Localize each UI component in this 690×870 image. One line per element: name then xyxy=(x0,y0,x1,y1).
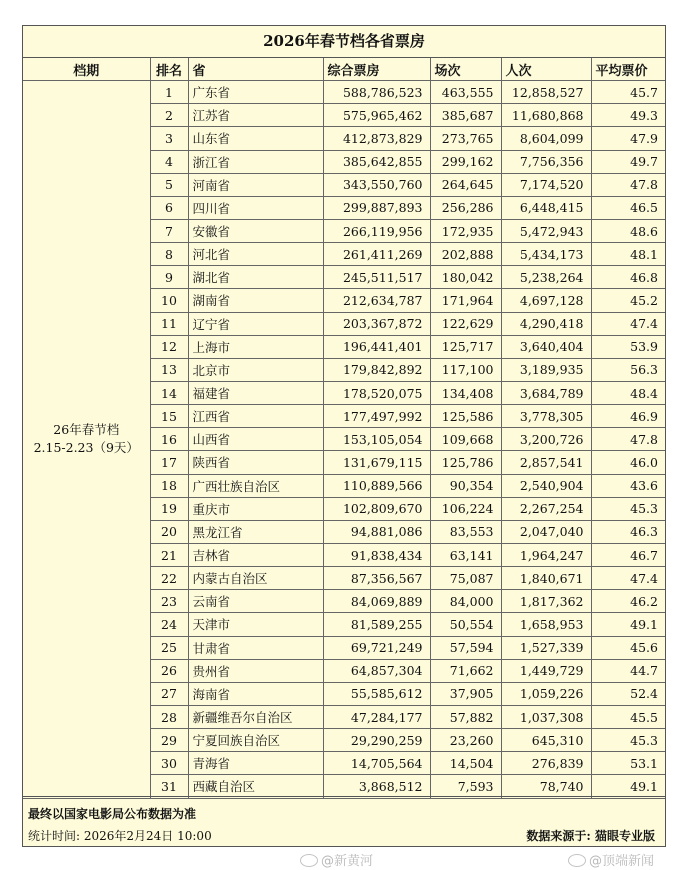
avg-price-cell: 47.8 xyxy=(591,173,665,196)
header-admissions: 人次 xyxy=(501,58,591,81)
avg-price-cell: 53.9 xyxy=(591,335,665,358)
box-office-cell: 14,705,564 xyxy=(323,752,430,775)
rank-cell: 3 xyxy=(150,127,188,150)
avg-price-cell: 52.4 xyxy=(591,682,665,705)
admissions-cell: 3,684,789 xyxy=(501,381,591,404)
watermark-dingduan xyxy=(568,850,654,869)
admissions-cell: 1,449,729 xyxy=(501,659,591,682)
period-dates: 2.15-2.23（9天） xyxy=(33,440,139,456)
rank-cell: 22 xyxy=(150,567,188,590)
rank-cell: 28 xyxy=(150,705,188,728)
avg-price-cell: 44.7 xyxy=(591,659,665,682)
province-cell: 广西壮族自治区 xyxy=(188,474,323,497)
screenings-cell: 37,905 xyxy=(430,682,501,705)
box-office-cell: 94,881,086 xyxy=(323,520,430,543)
province-cell: 宁夏回族自治区 xyxy=(188,729,323,752)
province-cell: 天津市 xyxy=(188,613,323,636)
screenings-cell: 264,645 xyxy=(430,173,501,196)
box-office-cell: 153,105,054 xyxy=(323,428,430,451)
province-cell: 安徽省 xyxy=(188,219,323,242)
admissions-cell: 3,189,935 xyxy=(501,358,591,381)
avg-price-cell: 49.3 xyxy=(591,104,665,127)
admissions-cell: 1,059,226 xyxy=(501,682,591,705)
rank-cell: 20 xyxy=(150,520,188,543)
box-office-cell: 575,965,462 xyxy=(323,104,430,127)
box-office-cell: 55,585,612 xyxy=(323,682,430,705)
province-cell: 河南省 xyxy=(188,173,323,196)
screenings-cell: 385,687 xyxy=(430,104,501,127)
box-office-cell: 177,497,992 xyxy=(323,405,430,428)
rank-cell: 4 xyxy=(150,150,188,173)
box-office-cell: 196,441,401 xyxy=(323,335,430,358)
rank-cell: 17 xyxy=(150,451,188,474)
rank-cell: 10 xyxy=(150,289,188,312)
screenings-cell: 90,354 xyxy=(430,474,501,497)
rank-cell: 24 xyxy=(150,613,188,636)
footer-note: 最终以国家电影局公布数据为准 xyxy=(28,807,197,821)
avg-price-cell: 47.4 xyxy=(591,567,665,590)
admissions-cell: 1,964,247 xyxy=(501,543,591,566)
avg-price-cell: 46.9 xyxy=(591,405,665,428)
screenings-cell: 50,554 xyxy=(430,613,501,636)
rank-cell: 11 xyxy=(150,312,188,335)
avg-price-cell: 53.1 xyxy=(591,752,665,775)
avg-price-cell: 47.9 xyxy=(591,127,665,150)
admissions-cell: 5,472,943 xyxy=(501,219,591,242)
province-cell: 江西省 xyxy=(188,405,323,428)
footer-source: 数据来源于: 猫眼专业版 xyxy=(526,829,655,843)
screenings-cell: 14,504 xyxy=(430,752,501,775)
watermark-text: @新黄河 xyxy=(321,854,374,869)
province-cell: 浙江省 xyxy=(188,150,323,173)
screenings-cell: 202,888 xyxy=(430,243,501,266)
admissions-cell: 645,310 xyxy=(501,729,591,752)
province-cell: 广东省 xyxy=(188,81,323,104)
box-office-cell: 3,868,512 xyxy=(323,775,430,798)
rank-cell: 6 xyxy=(150,196,188,219)
box-office-cell: 91,838,434 xyxy=(323,543,430,566)
screenings-cell: 463,555 xyxy=(430,81,501,104)
rank-cell: 12 xyxy=(150,335,188,358)
province-cell: 河北省 xyxy=(188,243,323,266)
avg-price-cell: 47.8 xyxy=(591,428,665,451)
admissions-cell: 8,604,099 xyxy=(501,127,591,150)
admissions-cell: 11,680,868 xyxy=(501,104,591,127)
box-office-sheet xyxy=(22,25,666,847)
province-cell: 重庆市 xyxy=(188,497,323,520)
avg-price-cell: 46.0 xyxy=(591,451,665,474)
box-office-cell: 266,119,956 xyxy=(323,219,430,242)
avg-price-cell: 56.3 xyxy=(591,358,665,381)
admissions-cell: 3,778,305 xyxy=(501,405,591,428)
admissions-cell: 6,448,415 xyxy=(501,196,591,219)
table-body xyxy=(23,81,665,798)
rank-cell: 5 xyxy=(150,173,188,196)
box-office-cell: 81,589,255 xyxy=(323,613,430,636)
rank-cell: 21 xyxy=(150,543,188,566)
rank-cell: 1 xyxy=(150,81,188,104)
admissions-cell: 1,037,308 xyxy=(501,705,591,728)
admissions-cell: 5,238,264 xyxy=(501,266,591,289)
screenings-cell: 256,286 xyxy=(430,196,501,219)
box-office-cell: 47,284,177 xyxy=(323,705,430,728)
province-cell: 吉林省 xyxy=(188,543,323,566)
watermark-xinhuanghe xyxy=(300,850,373,869)
rank-cell: 8 xyxy=(150,243,188,266)
period-cell xyxy=(23,81,150,798)
screenings-cell: 134,408 xyxy=(430,381,501,404)
admissions-cell: 4,697,128 xyxy=(501,289,591,312)
rank-cell: 29 xyxy=(150,729,188,752)
screenings-cell: 117,100 xyxy=(430,358,501,381)
rank-cell: 30 xyxy=(150,752,188,775)
screenings-cell: 7,593 xyxy=(430,775,501,798)
rank-cell: 31 xyxy=(150,775,188,798)
admissions-cell: 2,857,541 xyxy=(501,451,591,474)
avg-price-cell: 45.5 xyxy=(591,705,665,728)
province-cell: 湖南省 xyxy=(188,289,323,312)
box-office-cell: 110,889,566 xyxy=(323,474,430,497)
avg-price-cell: 45.3 xyxy=(591,729,665,752)
box-office-cell: 131,679,115 xyxy=(323,451,430,474)
weibo-icon xyxy=(300,854,318,867)
sheet-title: 2026年春节档各省票房 xyxy=(23,26,665,58)
box-office-cell: 64,857,304 xyxy=(323,659,430,682)
screenings-cell: 63,141 xyxy=(430,543,501,566)
rank-cell: 9 xyxy=(150,266,188,289)
avg-price-cell: 45.2 xyxy=(591,289,665,312)
avg-price-cell: 46.8 xyxy=(591,266,665,289)
avg-price-cell: 45.6 xyxy=(591,636,665,659)
avg-price-cell: 45.7 xyxy=(591,81,665,104)
province-cell: 辽宁省 xyxy=(188,312,323,335)
box-office-cell: 299,887,893 xyxy=(323,196,430,219)
admissions-cell: 2,267,254 xyxy=(501,497,591,520)
rank-cell: 14 xyxy=(150,381,188,404)
admissions-cell: 3,640,404 xyxy=(501,335,591,358)
period-label: 26年春节档 xyxy=(53,422,120,438)
province-cell: 西藏自治区 xyxy=(188,775,323,798)
header-province: 省 xyxy=(188,58,323,81)
box-office-cell: 245,511,517 xyxy=(323,266,430,289)
admissions-cell: 1,527,339 xyxy=(501,636,591,659)
screenings-cell: 171,964 xyxy=(430,289,501,312)
screenings-cell: 57,882 xyxy=(430,705,501,728)
avg-price-cell: 48.1 xyxy=(591,243,665,266)
avg-price-cell: 46.2 xyxy=(591,590,665,613)
admissions-cell: 78,740 xyxy=(501,775,591,798)
province-cell: 福建省 xyxy=(188,381,323,404)
box-office-cell: 203,367,872 xyxy=(323,312,430,335)
avg-price-cell: 43.6 xyxy=(591,474,665,497)
rank-cell: 23 xyxy=(150,590,188,613)
screenings-cell: 106,224 xyxy=(430,497,501,520)
screenings-cell: 83,553 xyxy=(430,520,501,543)
header-rank: 排名 xyxy=(150,58,188,81)
sheet-footer xyxy=(23,796,665,846)
rank-cell: 13 xyxy=(150,358,188,381)
box-office-cell: 29,290,259 xyxy=(323,729,430,752)
screenings-cell: 23,260 xyxy=(430,729,501,752)
admissions-cell: 5,434,173 xyxy=(501,243,591,266)
screenings-cell: 125,717 xyxy=(430,335,501,358)
screenings-cell: 125,786 xyxy=(430,451,501,474)
rank-cell: 18 xyxy=(150,474,188,497)
province-cell: 上海市 xyxy=(188,335,323,358)
rank-cell: 7 xyxy=(150,219,188,242)
avg-price-cell: 45.3 xyxy=(591,497,665,520)
screenings-cell: 75,087 xyxy=(430,567,501,590)
screenings-cell: 57,594 xyxy=(430,636,501,659)
province-cell: 四川省 xyxy=(188,196,323,219)
rank-cell: 19 xyxy=(150,497,188,520)
province-cell: 海南省 xyxy=(188,682,323,705)
admissions-cell: 7,756,356 xyxy=(501,150,591,173)
admissions-cell: 12,858,527 xyxy=(501,81,591,104)
screenings-cell: 172,935 xyxy=(430,219,501,242)
rank-cell: 16 xyxy=(150,428,188,451)
rank-cell: 27 xyxy=(150,682,188,705)
rank-cell: 26 xyxy=(150,659,188,682)
avg-price-cell: 49.7 xyxy=(591,150,665,173)
box-office-cell: 412,873,829 xyxy=(323,127,430,150)
province-cell: 新疆维吾尔自治区 xyxy=(188,705,323,728)
screenings-cell: 71,662 xyxy=(430,659,501,682)
table-row xyxy=(23,81,665,104)
box-office-cell: 102,809,670 xyxy=(323,497,430,520)
province-cell: 云南省 xyxy=(188,590,323,613)
province-cell: 江苏省 xyxy=(188,104,323,127)
admissions-cell: 1,658,953 xyxy=(501,613,591,636)
province-cell: 北京市 xyxy=(188,358,323,381)
avg-price-cell: 49.1 xyxy=(591,775,665,798)
province-cell: 山西省 xyxy=(188,428,323,451)
box-office-cell: 178,520,075 xyxy=(323,381,430,404)
province-cell: 贵州省 xyxy=(188,659,323,682)
box-office-cell: 69,721,249 xyxy=(323,636,430,659)
box-office-cell: 343,550,760 xyxy=(323,173,430,196)
avg-price-cell: 46.5 xyxy=(591,196,665,219)
table-header-row xyxy=(23,58,665,81)
screenings-cell: 180,042 xyxy=(430,266,501,289)
box-office-cell: 84,069,889 xyxy=(323,590,430,613)
rank-cell: 15 xyxy=(150,405,188,428)
province-cell: 陕西省 xyxy=(188,451,323,474)
header-box-office: 综合票房 xyxy=(323,58,430,81)
avg-price-cell: 48.4 xyxy=(591,381,665,404)
header-avg-price: 平均票价 xyxy=(591,58,665,81)
screenings-cell: 84,000 xyxy=(430,590,501,613)
screenings-cell: 122,629 xyxy=(430,312,501,335)
box-office-cell: 385,642,855 xyxy=(323,150,430,173)
box-office-cell: 87,356,567 xyxy=(323,567,430,590)
admissions-cell: 4,290,418 xyxy=(501,312,591,335)
footer-stat-time: 统计时间: 2026年2月24日 10:00 xyxy=(28,829,212,843)
province-cell: 青海省 xyxy=(188,752,323,775)
box-office-cell: 179,842,892 xyxy=(323,358,430,381)
admissions-cell: 276,839 xyxy=(501,752,591,775)
watermark-text: @顶端新闻 xyxy=(589,854,655,869)
box-office-cell: 212,634,787 xyxy=(323,289,430,312)
screenings-cell: 299,162 xyxy=(430,150,501,173)
screenings-cell: 109,668 xyxy=(430,428,501,451)
admissions-cell: 1,817,362 xyxy=(501,590,591,613)
admissions-cell: 3,200,726 xyxy=(501,428,591,451)
province-cell: 内蒙古自治区 xyxy=(188,567,323,590)
admissions-cell: 7,174,520 xyxy=(501,173,591,196)
admissions-cell: 2,047,040 xyxy=(501,520,591,543)
avg-price-cell: 49.1 xyxy=(591,613,665,636)
box-office-table xyxy=(23,58,665,799)
screenings-cell: 273,765 xyxy=(430,127,501,150)
rank-cell: 25 xyxy=(150,636,188,659)
header-screenings: 场次 xyxy=(430,58,501,81)
screenings-cell: 125,586 xyxy=(430,405,501,428)
province-cell: 甘肃省 xyxy=(188,636,323,659)
admissions-cell: 1,840,671 xyxy=(501,567,591,590)
province-cell: 黑龙江省 xyxy=(188,520,323,543)
weibo-icon xyxy=(568,854,586,867)
avg-price-cell: 46.3 xyxy=(591,520,665,543)
box-office-cell: 588,786,523 xyxy=(323,81,430,104)
avg-price-cell: 46.7 xyxy=(591,543,665,566)
province-cell: 山东省 xyxy=(188,127,323,150)
admissions-cell: 2,540,904 xyxy=(501,474,591,497)
avg-price-cell: 48.6 xyxy=(591,219,665,242)
header-period: 档期 xyxy=(23,58,150,81)
rank-cell: 2 xyxy=(150,104,188,127)
avg-price-cell: 47.4 xyxy=(591,312,665,335)
province-cell: 湖北省 xyxy=(188,266,323,289)
box-office-cell: 261,411,269 xyxy=(323,243,430,266)
